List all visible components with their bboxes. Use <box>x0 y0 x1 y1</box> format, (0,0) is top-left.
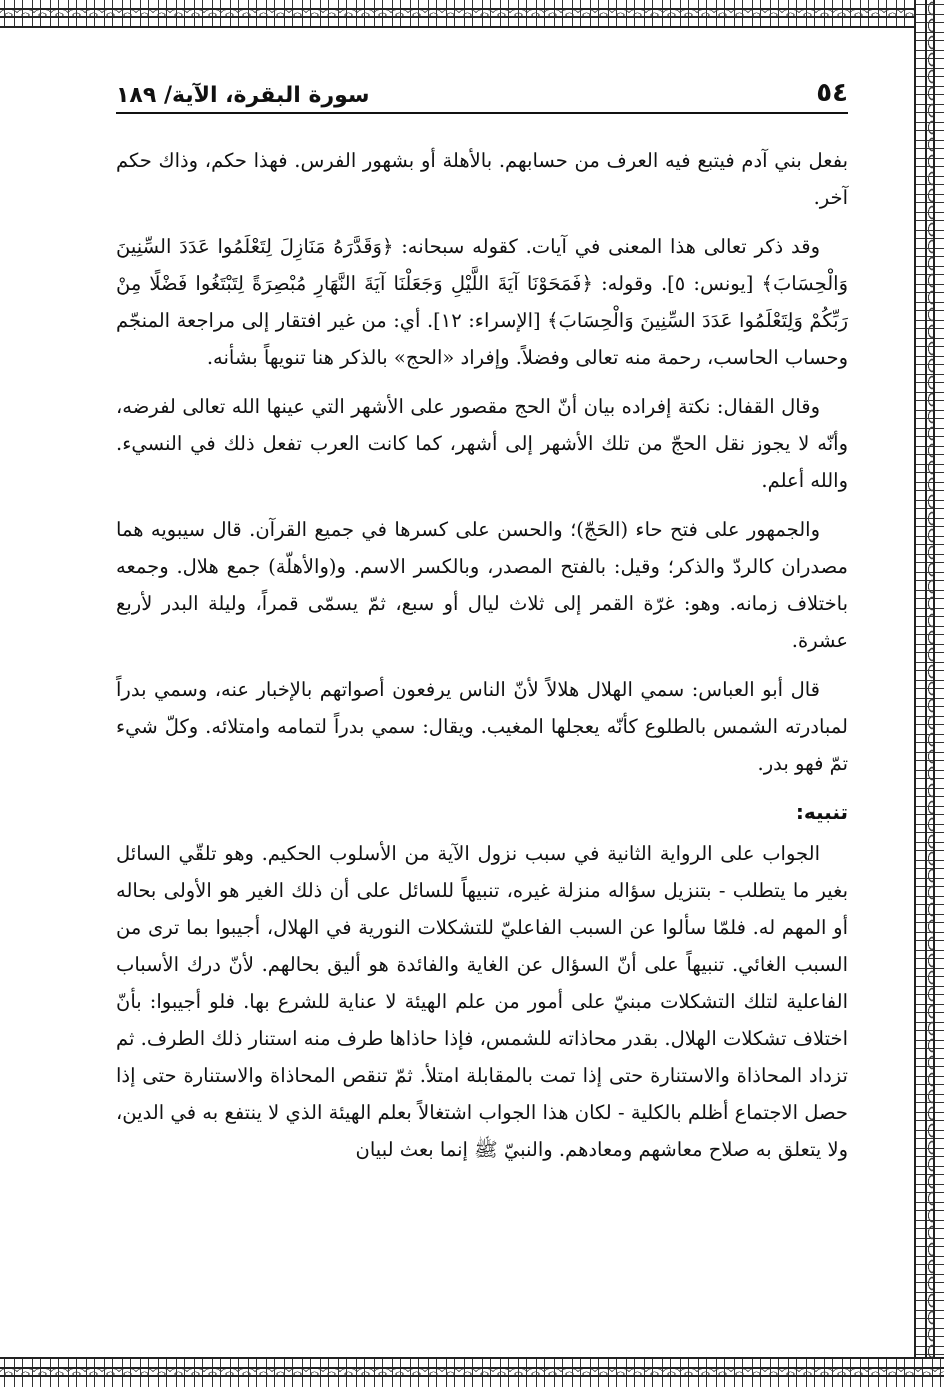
page-number: ٥٤ <box>816 78 848 108</box>
paragraph-4: والجمهور على فتح حاء (الحَجّ)؛ والحسن على كسرها في جميع القرآن. قال سيبويه هما مصدران كالردّ والذكر؛ وقيل: بالفتح المصدر، وبالكسر الاسم. و(والأهلّة) جمع هلال. وجمعه باختلاف زمانه. وهو: غرّة القمر إلى ثلاث ليال أو سبع، ثمّ يسمّى قمراً، وليلة البدر لأربع عشرة. <box>116 518 848 652</box>
paragraph-1: بفعل بني آدم فيتبع فيه العرف من حسابهم. بالأهلة أو بشهور الفرس. فهذا حكم، وذاك حكم آخر. <box>116 149 848 209</box>
paragraph-2: وقد ذكر تعالى هذا المعنى في آيات. كقوله سبحانه: ﴿وَقَدَّرَهُ مَنَازِلَ لِتَعْلَمُوا عَدَدَ السِّنِينَ وَالْحِسَابَ﴾ [يونس: ٥]. وقوله: ﴿فَمَحَوْنَا آيَةَ اللَّيْلِ وَجَعَلْنَا آيَةَ النَّهَارِ مُبْصِرَةً لِتَبْتَغُوا فَضْلًا مِنْ رَبِّكُمْ وَلِتَعْلَمُوا عَدَدَ السِّنِينَ وَالْحِسَابَ﴾ [الإسراء: ١٢]. أي: من غير افتقار إلى مراجعة المنجّم وحساب الحاسب، رحمة منه تعالى وفضلاً. وإفراد «الحج» بالذكر هنا تنويهاً بشأنه. <box>116 235 849 369</box>
page-header <box>116 70 848 114</box>
paragraph-5: قال أبو العباس: سمي الهلال هلالاً لأنّ الناس يرفعون أصواتهم بالإخبار عنه، وسمي بدراً لمبادرته الشمس بالطلوع كأنّه يعجلها المغيب. ويقال: سمي بدراً لتمامه وامتلائه. وكلّ شيء تمّ فهو بدر. <box>116 678 848 775</box>
section-heading-note: تنبيه: <box>795 800 848 824</box>
decorative-border-bottom <box>0 1357 944 1387</box>
page-body <box>116 142 848 1180</box>
paragraph-final: الجواب على الرواية الثانية في سبب نزول الآية من الأسلوب الحكيم. وهو تلقّي السائل بغير ما يتطلب - بتنزيل سؤاله منزلة غيره، تنبيهاً للسائل على أن ذلك الغير هو الأولى بحاله أو المهم له. فلمّا سألوا عن السبب الفاعليّ للتشكلات النورية في الهلال، أجيبوا بما ترى من السبب الغائي. تنبيهاً على أنّ السؤال عن الغاية والفائدة هو أليق بحالهم. لأنّ درك الأسباب الفاعلية لتلك التشكلات مبنيّ على أمور من علم الهيئة لا عناية للشرع بها. فلو أجيبوا: بأنّ اختلاف تشكلات الهلال. بقدر محاذاته للشمس، فإذا حاذاها طرف منه استنار ذلك الطرف. ثم تزداد المحاذاة والاستنارة حتى إذا تمت بالمقابلة امتلأ. ثمّ تنقص المحاذاة والاستنارة حتى إذا حصل الاجتماع أظلم بالكلية - لكان هذا الجواب اشتغالاً بعلم الهيئة الذي لا ينتفع به في الدين، ولا يتعلق به صلاح معاشهم ومعادهم. والنبيّ ﷺ إنما بعث لبيان <box>116 842 848 1161</box>
running-title: سورة البقرة، الآية/ ١٨٩ <box>116 83 370 108</box>
decorative-border-right <box>914 0 944 1387</box>
paragraph-3: وقال القفال: نكتة إفراده بيان أنّ الحج مقصور على الأشهر التي عينها الله تعالى لفرضه، وأنّه لا يجوز نقل الحجّ من تلك الأشهر إلى أشهر، كما كانت العرب تفعل ذلك في النسيء. والله أعلم. <box>116 395 848 492</box>
decorative-border-top <box>0 0 944 28</box>
